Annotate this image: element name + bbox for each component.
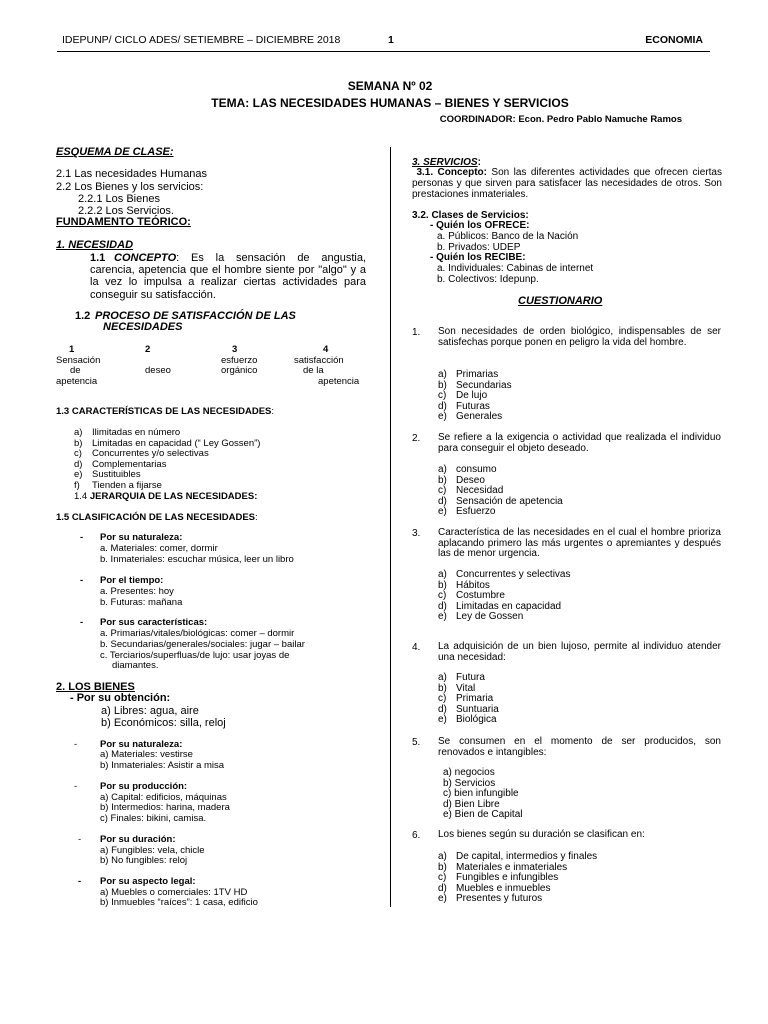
week-title: SEMANA Nº 02 xyxy=(347,79,433,93)
group-heading: Por su producción: xyxy=(100,781,188,792)
question-number: 5. xyxy=(412,737,421,748)
options-list xyxy=(438,673,499,726)
list-item: b. Futuras: mañana xyxy=(100,597,183,608)
proceso-word: de la xyxy=(303,365,324,376)
option-item: c) bien infungible xyxy=(443,788,519,800)
option-item: d) Sensación de apetencia xyxy=(438,495,563,507)
list-item: b. Inmateriales: escuchar música, leer un libro xyxy=(100,554,294,565)
list-item: c) Concurrentes y/o selectivas xyxy=(74,448,209,460)
options-list xyxy=(438,465,563,518)
option-item: a) Futura xyxy=(438,672,485,683)
jerarquia-title: 1.4 JERARQUIA DE LAS NECESIDADES: xyxy=(74,491,258,502)
proceso-word: esfuerzo xyxy=(221,355,258,366)
clasificacion-title: 1.5 CLASIFICACIÓN DE LAS NECESIDADES: xyxy=(56,512,258,523)
dash-marker: - xyxy=(80,532,84,543)
list-item: a. Primarias/vitales/biológicas: comer – dormir xyxy=(100,628,295,639)
esquema-item: 2.2.2 Los Servicios. xyxy=(78,205,174,217)
option-item: e) Presentes y futuros xyxy=(438,893,543,905)
list-item: d) Complementarias xyxy=(74,458,167,470)
question-number: 4. xyxy=(412,642,421,653)
list-item: a) Muebles o comerciales: 1TV HD xyxy=(100,887,248,898)
option-item: d) Bien Libre xyxy=(443,798,500,810)
option-item: c) Necesidad xyxy=(438,485,504,497)
option-item: b) Materiales e inmateriales xyxy=(438,861,568,873)
list-item: a) Capital: edificios, máquinas xyxy=(100,792,227,803)
group-heading: Por sus características: xyxy=(100,617,208,628)
proceso-step-number: 1 xyxy=(69,344,75,355)
option-item: a) Primarias xyxy=(438,369,499,380)
option-item: a) De capital, intermedios y finales xyxy=(438,851,598,862)
option-item: e) Esfuerzo xyxy=(438,506,496,518)
proceso-step-number: 4 xyxy=(323,344,329,355)
question-text: Se consumen en el momento de ser producidos, son renovados e intangibles: xyxy=(438,736,721,758)
list-item: diamantes. xyxy=(112,660,159,671)
option-item: d) Futuras xyxy=(438,400,490,412)
option-item: d) Suntuaria xyxy=(438,703,499,715)
option-item: d) Limitadas en capacidad xyxy=(438,600,562,612)
options-list xyxy=(438,852,597,905)
topic-title: TEMA: LAS NECESIDADES HUMANAS – BIENES Y SERVICIOS xyxy=(211,96,569,110)
dash-marker: - xyxy=(78,876,82,887)
question-number: 1. xyxy=(412,327,421,338)
list-item: a. Materiales: comer, dormir xyxy=(100,543,218,554)
necesidad-title: 1. NECESIDAD xyxy=(56,239,134,251)
proceso-word: apetencia xyxy=(318,376,360,387)
option-item: e) Biológica xyxy=(438,714,497,726)
list-item: a) Materiales: vestirse xyxy=(100,749,193,760)
group-heading: Por su aspecto legal: xyxy=(100,876,196,887)
proceso-word: satisfacción xyxy=(294,355,344,366)
recibe-heading: - Quién los RECIBE: xyxy=(430,252,526,263)
question-text: Los bienes según su duración se clasifican en: xyxy=(438,829,645,840)
dash-marker: - xyxy=(80,575,84,586)
dash-marker: - xyxy=(74,781,78,792)
option-item: e) Generales xyxy=(438,411,503,423)
dash-marker: - xyxy=(80,617,84,628)
obtencion-heading: - Por su obtención: xyxy=(70,692,171,704)
proceso-number: 1.2 xyxy=(75,310,91,322)
proceso-word: de xyxy=(70,365,81,376)
option-item: e) Bien de Capital xyxy=(443,809,523,821)
proceso-word: apetencia xyxy=(56,376,98,387)
option-item: a) negocios xyxy=(443,767,495,778)
list-item: f) Tienden a fijarse xyxy=(74,479,162,491)
group-heading: Por su naturaleza: xyxy=(100,532,183,543)
option-item: a) Concurrentes y selectivas xyxy=(438,569,571,580)
list-item: b) No fungibles: reloj xyxy=(100,855,188,866)
column-divider xyxy=(390,147,391,907)
list-item: b. Secundarias/generales/sociales: jugar – bailar xyxy=(100,639,305,650)
group-heading: Por el tiempo: xyxy=(100,575,164,586)
ofrece-heading: - Quién los OFRECE: xyxy=(430,220,530,231)
options-list xyxy=(443,768,523,821)
coordinator: COORDINADOR: Econ. Pedro Pablo Namuche Ramos xyxy=(439,114,682,125)
proceso-title: PROCESO DE SATISFACCIÓN DE LAS xyxy=(95,310,296,322)
fundamento-title: FUNDAMENTO TEÓRICO: xyxy=(56,216,191,228)
proceso-step-number: 2 xyxy=(145,344,151,355)
list-item: a. Individuales: Cabinas de internet xyxy=(437,263,594,274)
concepto-text: : Es la sensación de angustia, carencia, apetencia que el hombre siente por "algo" y a la vez lo impulsa a realizar ciertas actividades para conseguir su satisfacción. xyxy=(90,252,366,301)
servicios-concepto: 3.1. Concepto: Son las diferentes actividades que ofrecen ciertas personas y que sirven para satisfacer las necesidades de otros. Son prestaciones inmateriales. xyxy=(412,167,722,200)
list-item: a) Ilimitadas en número xyxy=(74,427,181,438)
dash-marker: - xyxy=(74,739,78,750)
option-item: c) Costumbre xyxy=(438,590,505,602)
proceso-word: orgánico xyxy=(221,365,258,376)
question-text: Son necesidades de orden biológico, indispensables de ser satisfechas porque ponen en peligro la vida del hombre. xyxy=(438,326,721,348)
option-item: a) consumo xyxy=(438,464,497,475)
list-item: b. Colectivos: Idepunp. xyxy=(437,274,539,285)
options-list xyxy=(438,370,512,423)
list-item: b) Intermedios: harina, madera xyxy=(100,802,230,813)
page-number: 1 xyxy=(388,34,394,46)
header-subject: ECONOMIA xyxy=(645,34,703,46)
question-number: 2. xyxy=(412,433,421,444)
proceso-title: NECESIDADES xyxy=(103,321,183,333)
question-text: La adquisición de un bien lujoso, permite al individuo atender una necesidad: xyxy=(438,641,721,663)
question-number: 3. xyxy=(412,528,421,539)
option-item: c) Fungibles e infungibles xyxy=(438,872,559,884)
proceso-word: deseo xyxy=(145,365,171,376)
servicios-title: 3. SERVICIOS: xyxy=(412,157,481,168)
question-text: Se refiere a la exigencia o actividad que realizada el individuo para conseguir el objeto deseado. xyxy=(438,432,721,454)
list-item: b) Limitadas en capacidad (“ Ley Gossen”) xyxy=(74,437,261,449)
option-item: c) Primaria xyxy=(438,693,494,705)
group-heading: Por su duración: xyxy=(100,834,176,845)
options-list xyxy=(438,570,571,623)
option-item: b) Secundarias xyxy=(438,379,512,391)
bienes-title: 2. LOS BIENES xyxy=(56,681,135,693)
list-item: a. Públicos: Banco de la Nación xyxy=(437,231,579,242)
list-item: c) Finales: bikini, camisa. xyxy=(100,813,207,824)
header-course: IDEPUNP/ CICLO ADES/ SETIEMBRE – DICIEMBRE 2018 xyxy=(62,34,341,46)
option-item: b) Hábitos xyxy=(438,579,490,591)
list-item: a) Libres: agua, aire xyxy=(101,705,199,717)
esquema-item: 2.2 Los Bienes y los servicios: xyxy=(56,181,204,193)
header-rule xyxy=(57,51,710,52)
option-item: b) Deseo xyxy=(438,474,485,486)
esquema-title: ESQUEMA DE CLASE: xyxy=(56,146,174,158)
caracteristicas-title: 1.3 CARACTERÍSTICAS DE LAS NECESIDADES: xyxy=(56,406,275,417)
option-item: d) Muebles e inmuebles xyxy=(438,882,551,894)
group-heading: Por su naturaleza: xyxy=(100,739,183,750)
concepto-number: 1.1 xyxy=(90,252,106,264)
list-item: b) Económicos: silla, reloj xyxy=(101,717,226,729)
proceso-step-number: 3 xyxy=(232,344,238,355)
dash-marker: - xyxy=(78,834,82,845)
concepto-label: CONCEPTO xyxy=(114,252,177,264)
list-item: b) Inmuebles “raíces”: 1 casa, edificio xyxy=(100,897,258,908)
option-item: e) Ley de Gossen xyxy=(438,611,524,623)
proceso-word: Sensación xyxy=(56,355,101,366)
caracteristicas-list xyxy=(74,428,260,492)
cuestionario-title: CUESTIONARIO xyxy=(518,295,603,307)
list-item: e) Sustituibles xyxy=(74,469,141,481)
option-item: c) De lujo xyxy=(438,390,488,402)
esquema-item: 2.1 Las necesidades Humanas xyxy=(56,168,208,180)
clases-title: 3.2. Clases de Servicios: xyxy=(412,210,529,221)
list-item: b) Inmateriales: Asistir a misa xyxy=(100,760,225,771)
list-item: c. Terciarios/superfluas/de lujo: usar joyas de xyxy=(100,650,290,661)
list-item: a) Fungibles: vela, chicle xyxy=(100,845,205,856)
option-item: b) Servicios xyxy=(443,777,496,789)
list-item: a. Presentes: hoy xyxy=(100,586,174,597)
question-number: 6. xyxy=(412,830,421,841)
question-text: Característica de las necesidades en el cual el hombre prioriza aplacando primero las más urgentes o apremiantes y después las de menor urgencia. xyxy=(438,527,721,560)
esquema-item: 2.2.1 Los Bienes xyxy=(78,193,160,205)
list-item: b. Privados: UDEP xyxy=(437,242,521,253)
option-item: b) Vital xyxy=(438,682,476,694)
concepto-paragraph xyxy=(90,252,366,301)
